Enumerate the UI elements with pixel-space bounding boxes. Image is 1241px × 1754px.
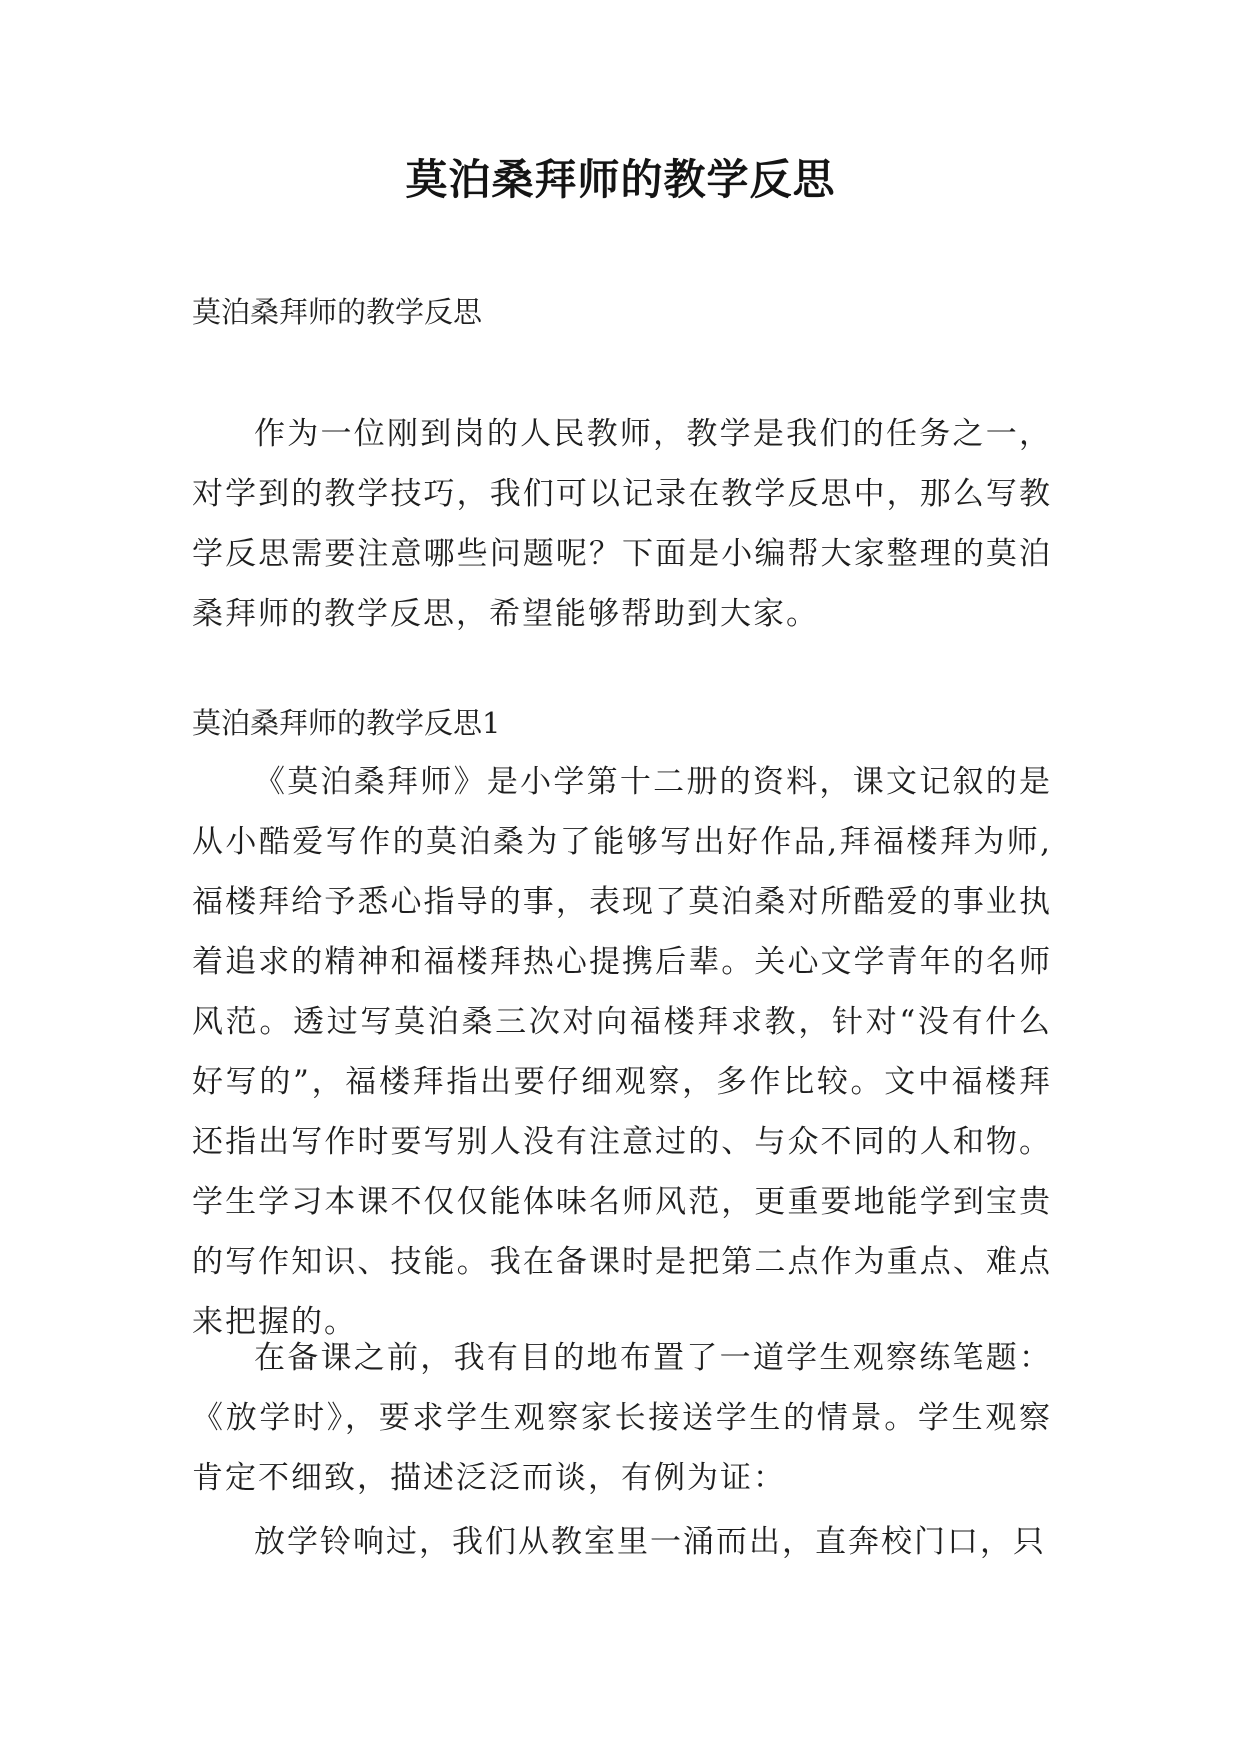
document-subtitle: 莫泊桑拜师的教学反思 (192, 295, 483, 329)
body-paragraph-3: 放学铃响过，我们从教室里一涌而出，直奔校门口，只 (254, 1524, 1046, 1560)
body-paragraph-2: 在备课之前，我有目的地布置了一道学生观察练笔题：《放学时》，要求学生观察家长接送学生的情景。学生观察肯定不细致，描述泛泛而谈，有例为证： (192, 1340, 1052, 1496)
intro-paragraph: 作为一位刚到岗的人民教师，教学是我们的任务之一，对学到的教学技巧，我们可以记录在教学反思中，那么写教学反思需要注意哪些问题呢？下面是小编帮大家整理的莫泊桑拜师的教学反思，希望能够帮助到大家。 (192, 416, 1052, 632)
section-heading: 莫泊桑拜师的教学反思1 (192, 706, 501, 740)
document-title: 莫泊桑拜师的教学反思 (405, 155, 836, 204)
body-paragraph-1: 《莫泊桑拜师》是小学第十二册的资料，课文记叙的是从小酷爱写作的莫泊桑为了能够写出好作品,拜福楼拜为师,福楼拜给予悉心指导的事，表现了莫泊桑对所酷爱的事业执着追求的精神和福楼拜热心提携后辈。关心文学青年的名师风范。透过写莫泊桑三次对向福楼拜求教，针对“没有什么好写的”，福楼拜指出要仔细观察，多作比较。文中福楼拜还指出写作时要写别人没有注意过的、与众不同的人和物。学生学习本课不仅仅能体味名师风范，更重要地能学到宝贵的写作知识、技能。我在备课时是把第二点作为重点、难点来把握的。 (192, 764, 1052, 1340)
